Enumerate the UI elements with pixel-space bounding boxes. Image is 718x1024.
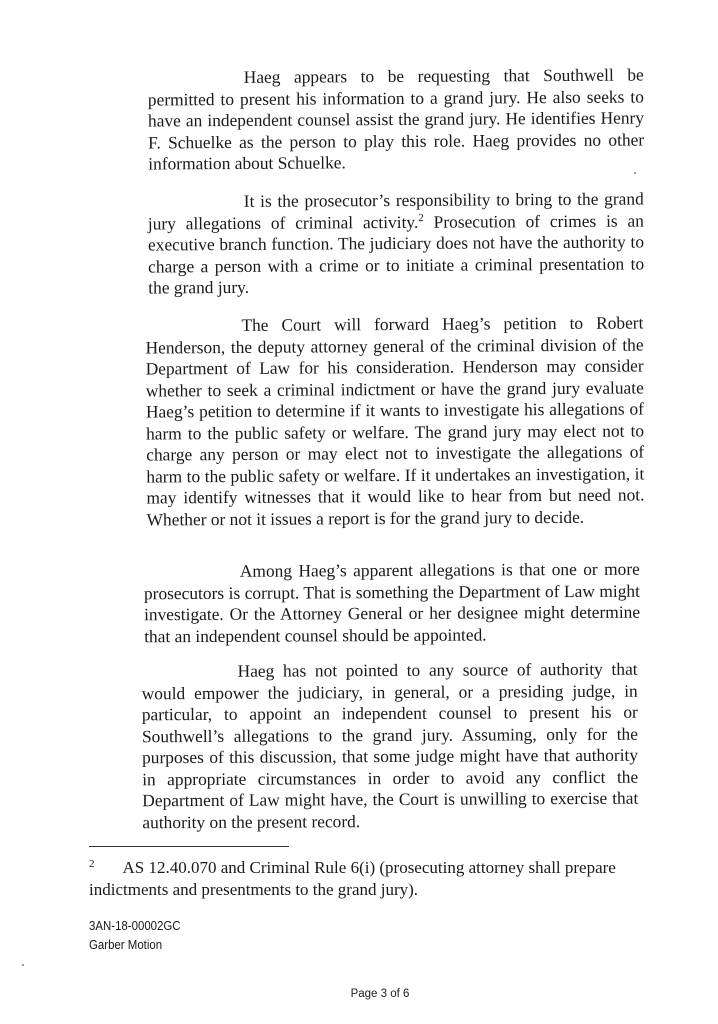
- body-paragraph-3: The Court will forward Haeg’s petition to Robert Henderson, the deputy attorney general of the criminal division of the Department of Law for his consideration. Henderson may consider whether to seek a criminal indictment or have the grand jury evaluate Haeg’s petition to determine if it wants to investigate his allegations of harm to the public safety or welfare. The grand jury may elect not to charge any person or may elect not to investigate the allegations of harm to the public safety or welfare. If it undertakes an investigation, it may identify witnesses that it would like to hear from but need not. Whether or not it issues a report is for the grand jury to decide.: [145, 312, 645, 530]
- footnote: [89, 853, 664, 901]
- body-paragraph-5: Haeg has not pointed to any source of authority that would empower the judiciary, in general, or a presiding judge, in particular, to appoint an independent counsel to present his or Southwell’s allegations to the grand jury. Assuming, only for the purposes of this discussion, that some judge might have that authority in appropriate circumstances in order to avoid any conflict the Department of Law might have, the Court is unwilling to exercise that authority on the present record.: [141, 658, 639, 832]
- footnote-number: 2: [89, 858, 95, 870]
- body-paragraph-2: [148, 188, 645, 299]
- body-paragraph-4: Among Haeg’s apparent allegations is that one or more prosecutors is corrupt. That is something the Department of Law might investigate. Or the Attorney General or her designee might determine that an independent counsel should be appointed.: [143, 558, 641, 646]
- body-paragraph-1: Haeg appears to be requesting that Southwell be permitted to present his information to a grand jury. He also seeks to have an independent counsel assist the grand jury. He identifies Henry F. Schuelke as the person to play this role. Haeg provides no other information about Schuelke.: [147, 64, 645, 174]
- footnote-text: AS 12.40.070 and Criminal Rule 6(i) (prosecuting attorney shall prepare indictments and presentments to the grand jury).: [89, 858, 616, 899]
- case-number: 3AN-18-00002GC: [89, 918, 181, 933]
- paragraph-2-text-before-note: It is the prosecutor’s responsibility to bring to the grand jury allegations of criminal activity.: [147, 188, 644, 234]
- footnote-divider: [89, 846, 289, 847]
- scan-speck: [22, 964, 24, 966]
- document-title: Garber Motion: [89, 937, 163, 952]
- paragraph-2-text-after-note: Prosecution of crimes is an executive branch function. The judiciary does not have the authority to charge a person with a crime or to initiate a criminal presentation to the grand jury.: [147, 209, 645, 298]
- case-info: [89, 916, 181, 954]
- scan-speck: [634, 172, 636, 174]
- footnote-reference[interactable]: 2: [418, 211, 424, 224]
- page-number: Page 3 of 6: [350, 988, 410, 1000]
